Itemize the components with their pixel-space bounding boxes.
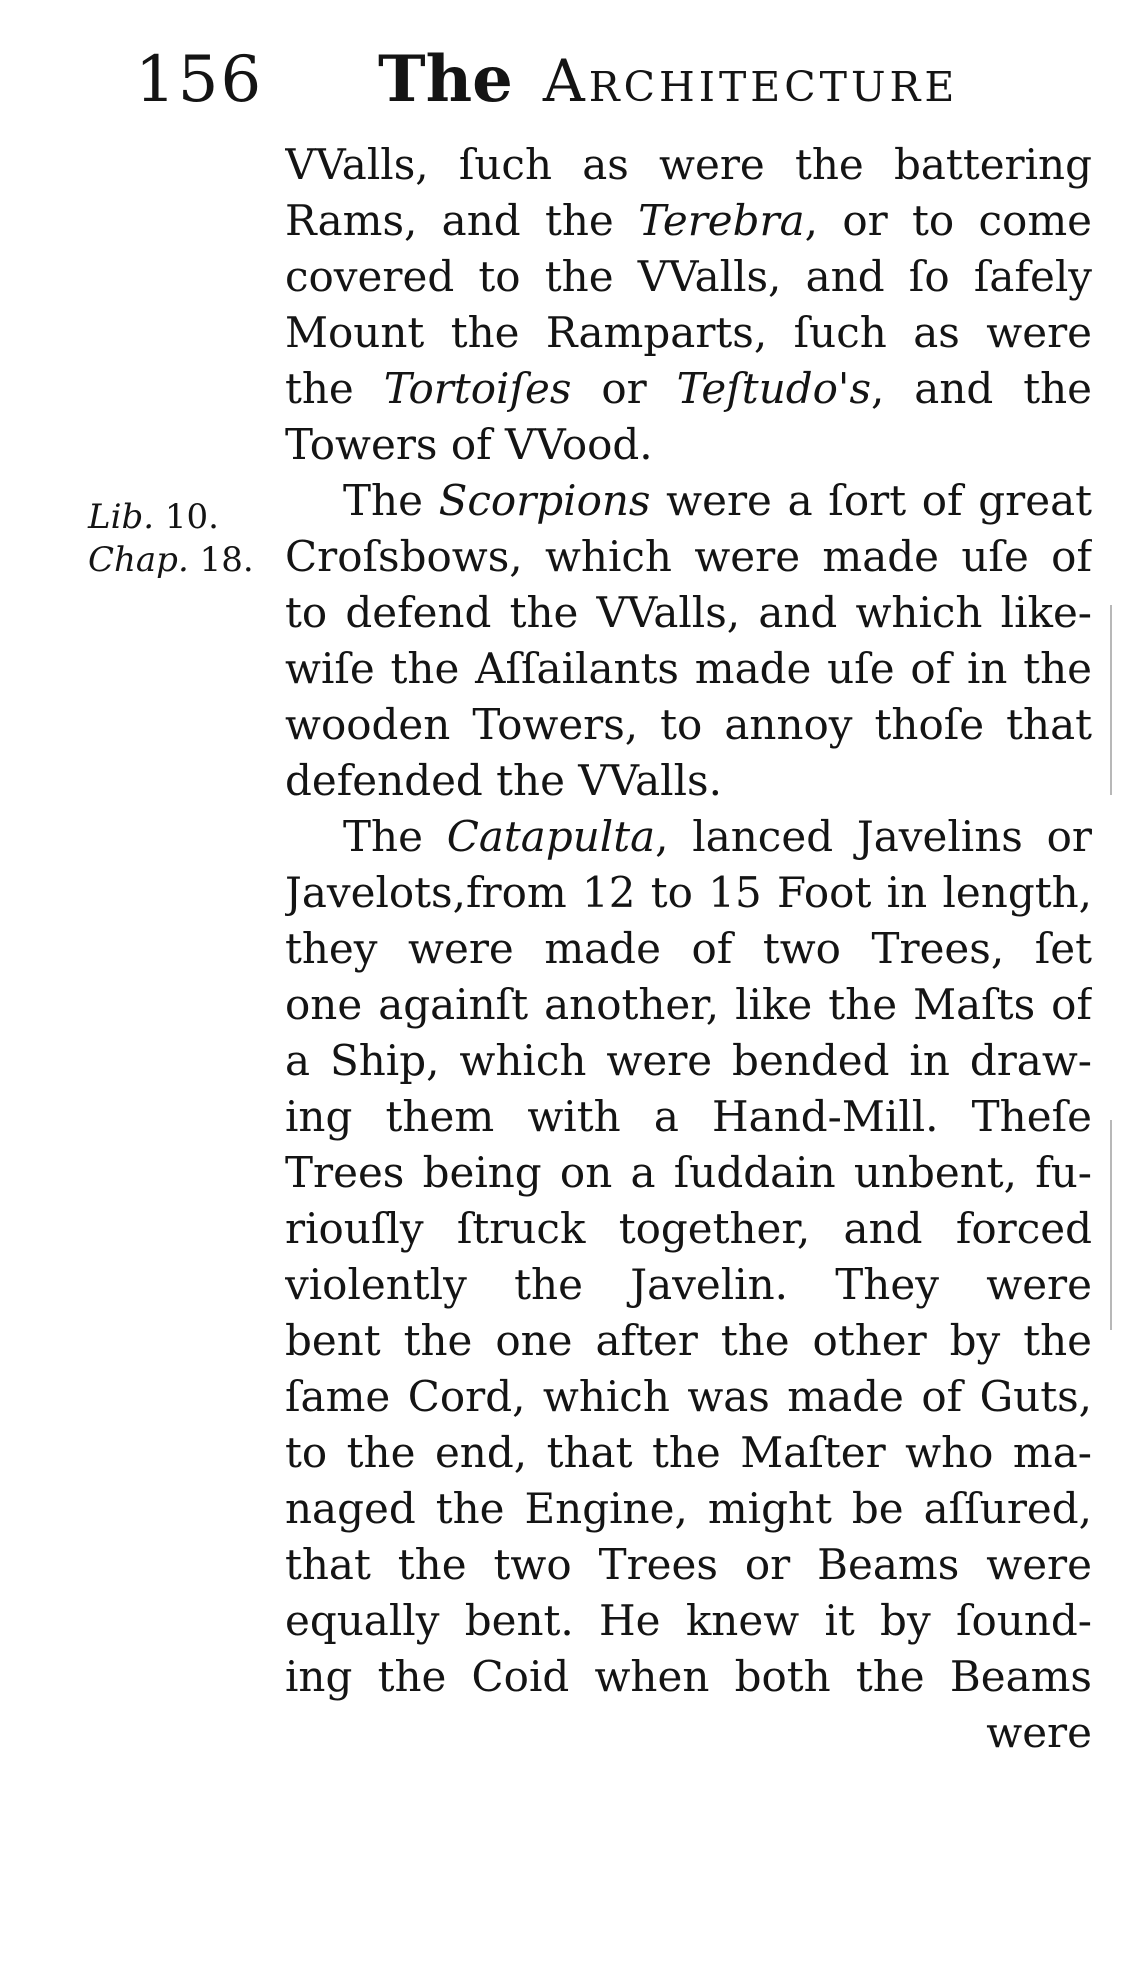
margin-note-lib-label: Lib. [88, 497, 155, 537]
margin-note-lib-number: 10. [164, 497, 219, 537]
paragraph-start-line: The Catapulta, lanced Javelins or [343, 812, 1092, 861]
page-number: 156 [135, 43, 264, 117]
running-head-title: Architecture [542, 47, 959, 115]
italic-term: Catapulta [446, 812, 656, 861]
text-line: they were made of two Trees, ſet [285, 924, 1092, 973]
text-line: Towers of VVood. [285, 420, 653, 469]
text-line: VValls, ſuch as were the battering [285, 140, 1092, 189]
paragraph-start-line: The Scorpions were a ſort of great [343, 476, 1092, 525]
text-line: wiſe the Aſſailants made uſe of in the [285, 644, 1092, 693]
text-line: to defend the VValls, and which like- [285, 588, 1092, 637]
italic-term: Terebra [638, 196, 805, 245]
text-line: ing the Coid when both the Beams [285, 1652, 1092, 1701]
running-head-the: The [378, 42, 513, 117]
text-line: Trees being on a ſuddain unbent, fu- [285, 1148, 1092, 1197]
text-line: defended the VValls. [285, 756, 722, 805]
text-line: one againſt another, like the Maſts of [285, 980, 1092, 1029]
catchword: were [986, 1708, 1092, 1757]
running-head [378, 42, 959, 117]
margin-note-chap-label: Chap. [88, 540, 189, 580]
text-line: naged the Engine, might be aſſured, [285, 1484, 1092, 1533]
page-edge-mark [1110, 605, 1112, 795]
margin-note-lib [88, 497, 219, 537]
text-line: ing them with a Hand-Mill. Theſe [285, 1092, 1092, 1141]
margin-note-chap-number: 18. [199, 540, 254, 580]
text-line: a Ship, which were bended in draw- [285, 1036, 1092, 1085]
text-line: wooden Towers, to annoy thoſe that [285, 700, 1092, 749]
text-line: Mount the Ramparts, ſuch as were [285, 308, 1092, 357]
italic-term: Scorpions [438, 476, 651, 525]
text-line: equally bent. He knew it by ſound- [285, 1596, 1092, 1645]
text-line: to the end, that the Maſter who ma- [285, 1428, 1092, 1477]
text-line: Rams, and the Terebra, or to come [285, 196, 1092, 245]
text-line: violently the Javelin. They were [285, 1260, 1092, 1309]
text-line: covered to the VValls, and ſo ſafely [285, 252, 1092, 301]
page-edge-mark [1110, 1120, 1112, 1330]
text-line: the Tortoiſes or Teſtudo's, and the [285, 364, 1092, 413]
text-line: that the two Trees or Beams were [285, 1540, 1092, 1589]
text-line: Croſsbows, which were made uſe of [285, 532, 1092, 581]
italic-term: Teſtudo's [676, 364, 872, 413]
text-line: riouſly ſtruck together, and forced [285, 1204, 1092, 1253]
italic-term: Tortoiſes [383, 364, 572, 413]
margin-note-chap [88, 540, 254, 580]
text-line: bent the one after the other by the [285, 1316, 1092, 1365]
text-line: ſame Cord, which was made of Guts, [285, 1372, 1092, 1421]
text-line: Javelots,from 12 to 15 Foot in length, [285, 868, 1092, 917]
